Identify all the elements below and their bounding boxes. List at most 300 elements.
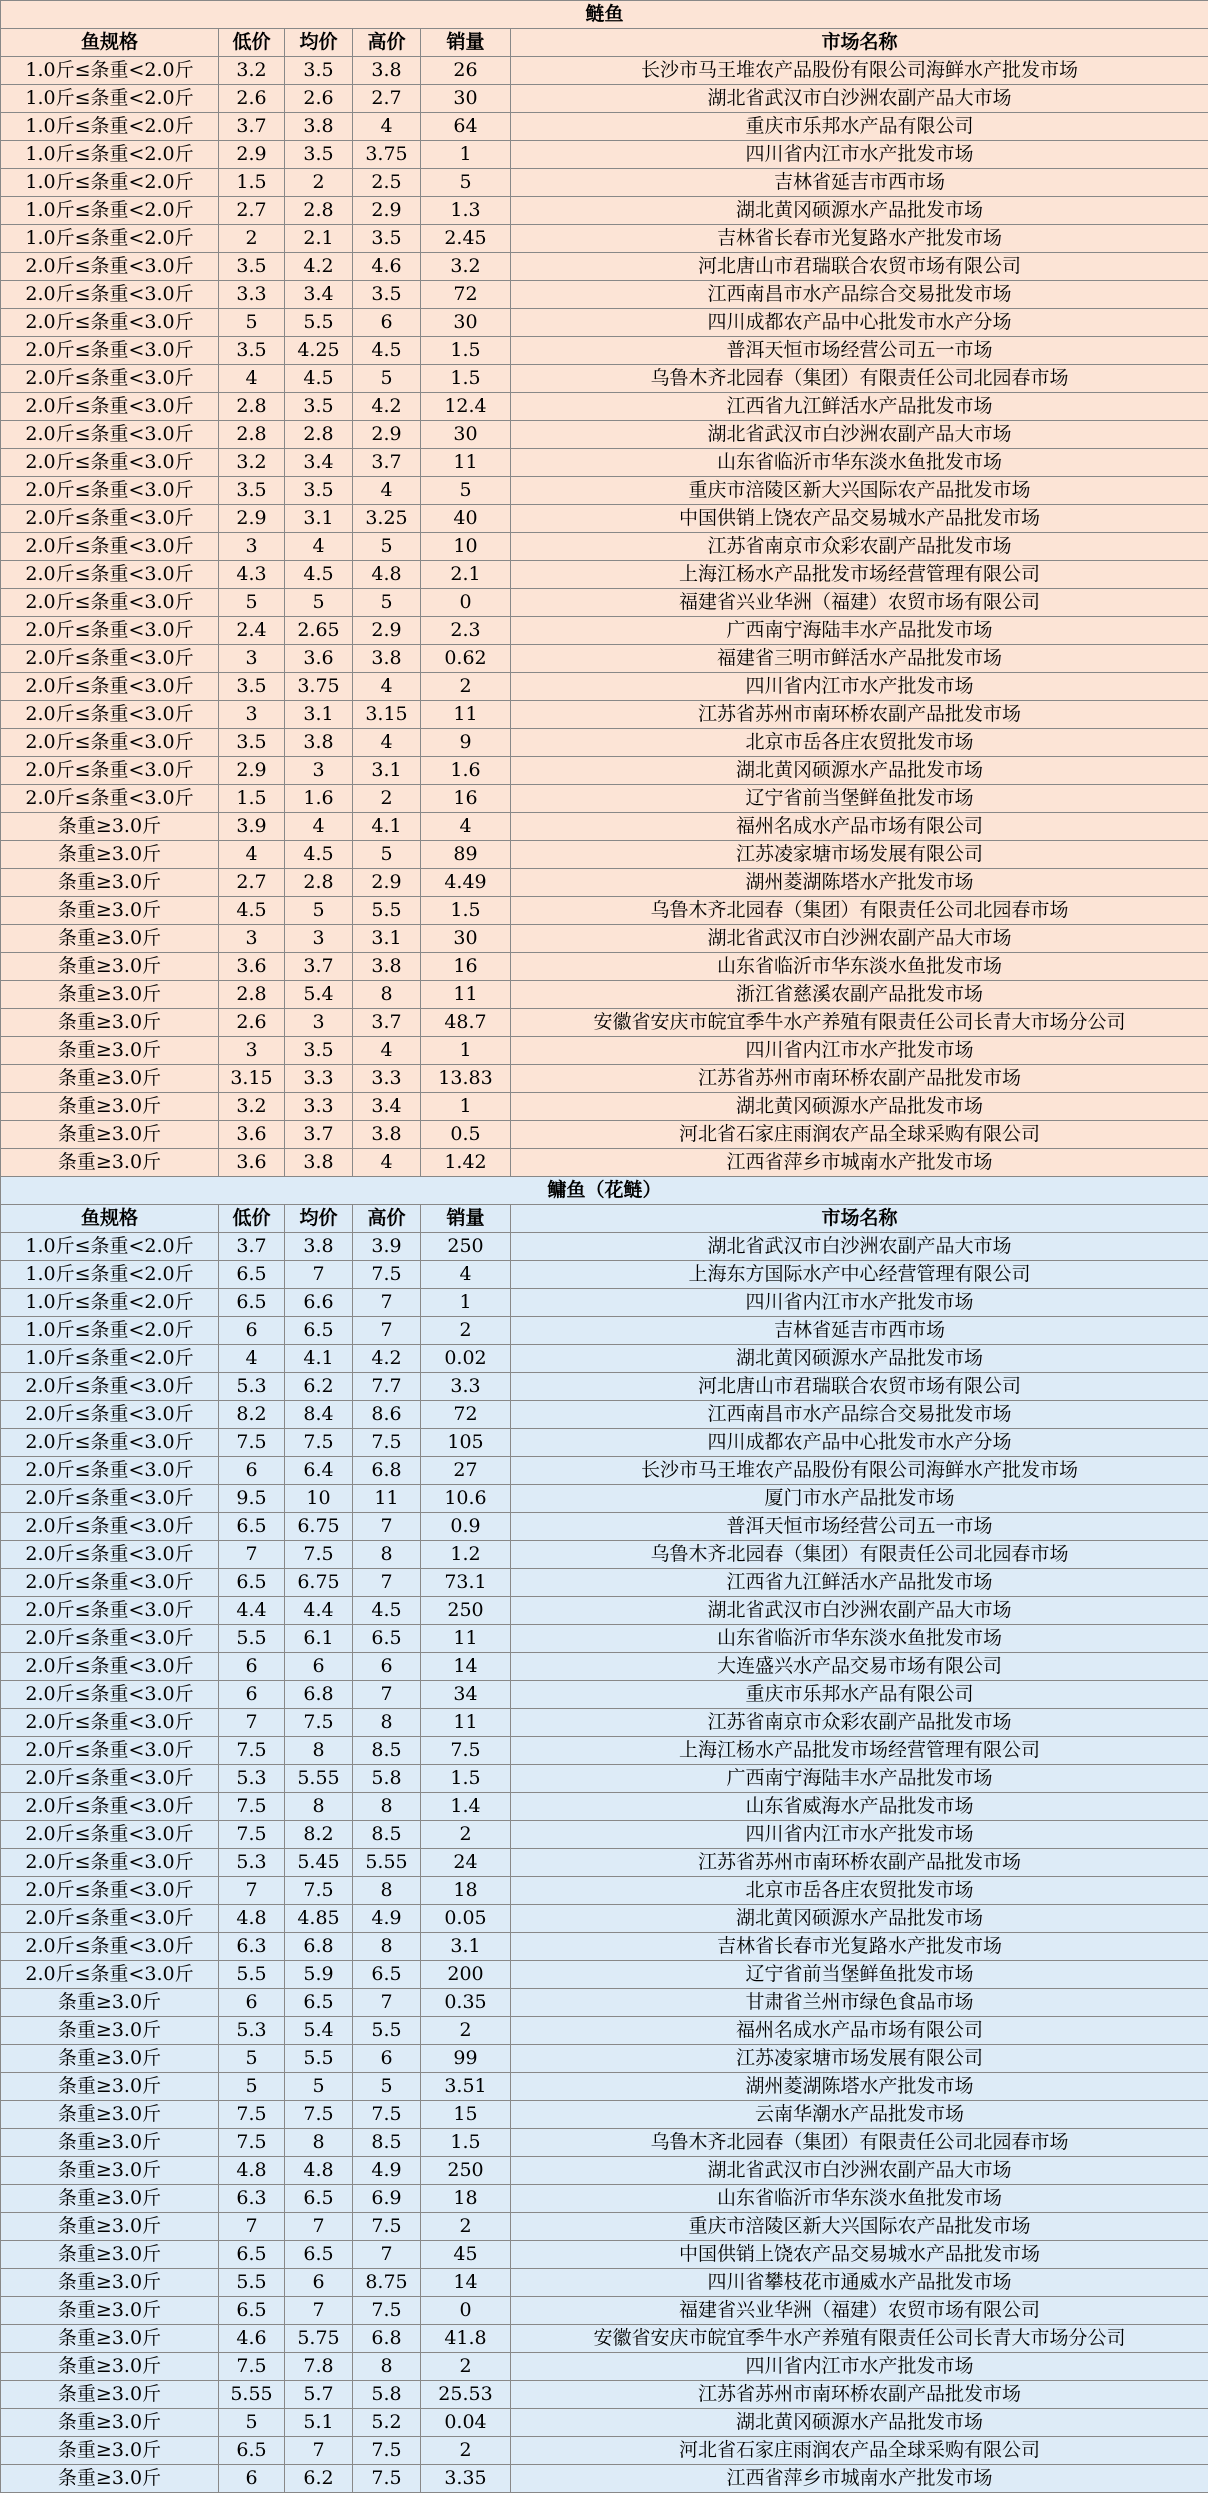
volume-cell: 0.9 bbox=[421, 1513, 511, 1541]
low-price-cell: 3.5 bbox=[219, 337, 285, 365]
table-row bbox=[1, 1653, 1208, 1681]
market-name-cell: 江西南昌市水产品综合交易批发市场 bbox=[511, 281, 1208, 309]
high-price-cell: 2.5 bbox=[353, 169, 421, 197]
table-row bbox=[1, 421, 1208, 449]
spec-cell: 2.0斤≤条重<3.0斤 bbox=[1, 281, 219, 309]
market-name-cell: 乌鲁木齐北园春（集团）有限责任公司北园春市场 bbox=[511, 897, 1208, 925]
high-price-cell: 7.7 bbox=[353, 1373, 421, 1401]
high-price-cell: 3.7 bbox=[353, 449, 421, 477]
high-price-cell: 8.75 bbox=[353, 2269, 421, 2297]
table-row bbox=[1, 1261, 1208, 1289]
avg-price-cell: 3.3 bbox=[285, 1093, 353, 1121]
avg-price-cell: 5 bbox=[285, 897, 353, 925]
high-price-cell: 3.7 bbox=[353, 1009, 421, 1037]
low-price-cell: 4 bbox=[219, 841, 285, 869]
high-price-cell: 4.9 bbox=[353, 2157, 421, 2185]
avg-price-cell: 7 bbox=[285, 2437, 353, 2465]
avg-price-cell: 6.75 bbox=[285, 1513, 353, 1541]
spec-cell: 条重≥3.0斤 bbox=[1, 2297, 219, 2325]
spec-cell: 2.0斤≤条重<3.0斤 bbox=[1, 393, 219, 421]
volume-cell: 3.3 bbox=[421, 1373, 511, 1401]
volume-cell: 16 bbox=[421, 785, 511, 813]
volume-cell: 11 bbox=[421, 449, 511, 477]
low-price-cell: 4.6 bbox=[219, 2325, 285, 2353]
spec-cell: 2.0斤≤条重<3.0斤 bbox=[1, 1513, 219, 1541]
volume-cell: 1.5 bbox=[421, 1765, 511, 1793]
volume-cell: 2 bbox=[421, 2353, 511, 2381]
avg-price-cell: 2.8 bbox=[285, 421, 353, 449]
table-row bbox=[1, 2465, 1208, 2493]
volume-cell: 250 bbox=[421, 1597, 511, 1625]
table-row bbox=[1, 253, 1208, 281]
table-row bbox=[1, 1373, 1208, 1401]
market-name-cell: 福州名成水产品市场有限公司 bbox=[511, 813, 1208, 841]
market-name-cell: 湖北黄冈硕源水产品批发市场 bbox=[511, 1093, 1208, 1121]
low-price-cell: 7 bbox=[219, 2213, 285, 2241]
low-price-cell: 6.5 bbox=[219, 1289, 285, 1317]
avg-price-cell: 8.2 bbox=[285, 1821, 353, 1849]
avg-price-cell: 5.45 bbox=[285, 1849, 353, 1877]
volume-cell: 2 bbox=[421, 1317, 511, 1345]
market-name-cell: 乌鲁木齐北园春（集团）有限责任公司北园春市场 bbox=[511, 2129, 1208, 2157]
volume-cell: 7.5 bbox=[421, 1737, 511, 1765]
spec-cell: 条重≥3.0斤 bbox=[1, 897, 219, 925]
low-price-cell: 6 bbox=[219, 1317, 285, 1345]
avg-price-cell: 5.5 bbox=[285, 2045, 353, 2073]
table-row bbox=[1, 1961, 1208, 1989]
high-price-cell: 7.5 bbox=[353, 2101, 421, 2129]
avg-price-cell: 4.1 bbox=[285, 1345, 353, 1373]
market-name-cell: 中国供销上饶农产品交易城水产品批发市场 bbox=[511, 2241, 1208, 2269]
spec-cell: 条重≥3.0斤 bbox=[1, 1009, 219, 1037]
avg-price-cell: 7 bbox=[285, 2297, 353, 2325]
high-price-cell: 4 bbox=[353, 1037, 421, 1065]
market-name-cell: 北京市岳各庄农贸批发市场 bbox=[511, 1877, 1208, 1905]
market-name-cell: 山东省威海水产品批发市场 bbox=[511, 1793, 1208, 1821]
column-header: 低价 bbox=[219, 29, 285, 57]
spec-cell: 1.0斤≤条重<2.0斤 bbox=[1, 113, 219, 141]
high-price-cell: 5 bbox=[353, 589, 421, 617]
volume-cell: 18 bbox=[421, 1877, 511, 1905]
volume-cell: 3.1 bbox=[421, 1933, 511, 1961]
low-price-cell: 5.5 bbox=[219, 2269, 285, 2297]
low-price-cell: 6.5 bbox=[219, 1569, 285, 1597]
spec-cell: 条重≥3.0斤 bbox=[1, 2381, 219, 2409]
high-price-cell: 3.75 bbox=[353, 141, 421, 169]
low-price-cell: 5 bbox=[219, 2409, 285, 2437]
high-price-cell: 8.5 bbox=[353, 1737, 421, 1765]
market-name-cell: 山东省临沂市华东淡水鱼批发市场 bbox=[511, 2185, 1208, 2213]
volume-cell: 99 bbox=[421, 2045, 511, 2073]
high-price-cell: 7 bbox=[353, 1989, 421, 2017]
table-row bbox=[1, 2297, 1208, 2325]
high-price-cell: 2.7 bbox=[353, 85, 421, 113]
spec-cell: 2.0斤≤条重<3.0斤 bbox=[1, 1373, 219, 1401]
high-price-cell: 4.2 bbox=[353, 393, 421, 421]
avg-price-cell: 7.5 bbox=[285, 1541, 353, 1569]
volume-cell: 1.5 bbox=[421, 897, 511, 925]
volume-cell: 0.62 bbox=[421, 645, 511, 673]
market-name-cell: 福建省兴业华洲（福建）农贸市场有限公司 bbox=[511, 2297, 1208, 2325]
avg-price-cell: 4.8 bbox=[285, 2157, 353, 2185]
market-name-cell: 湖州菱湖陈塔水产批发市场 bbox=[511, 2073, 1208, 2101]
low-price-cell: 6.3 bbox=[219, 1933, 285, 1961]
market-name-cell: 河北省石家庄雨润农产品全球采购有限公司 bbox=[511, 1121, 1208, 1149]
low-price-cell: 5.55 bbox=[219, 2381, 285, 2409]
avg-price-cell: 3.8 bbox=[285, 1233, 353, 1261]
low-price-cell: 2.9 bbox=[219, 505, 285, 533]
table-row bbox=[1, 2381, 1208, 2409]
table-row bbox=[1, 533, 1208, 561]
spec-cell: 2.0斤≤条重<3.0斤 bbox=[1, 1457, 219, 1485]
table-row bbox=[1, 813, 1208, 841]
low-price-cell: 5 bbox=[219, 2045, 285, 2073]
high-price-cell: 3.5 bbox=[353, 281, 421, 309]
volume-cell: 48.7 bbox=[421, 1009, 511, 1037]
low-price-cell: 5.3 bbox=[219, 1373, 285, 1401]
market-name-cell: 安徽省安庆市皖宜季牛水产养殖有限责任公司长青大市场分公司 bbox=[511, 2325, 1208, 2353]
volume-cell: 1 bbox=[421, 1037, 511, 1065]
volume-cell: 0.05 bbox=[421, 1905, 511, 1933]
volume-cell: 18 bbox=[421, 2185, 511, 2213]
high-price-cell: 8 bbox=[353, 1793, 421, 1821]
spec-cell: 条重≥3.0斤 bbox=[1, 2101, 219, 2129]
high-price-cell: 6.8 bbox=[353, 2325, 421, 2353]
market-name-cell: 湖北黄冈硕源水产品批发市场 bbox=[511, 197, 1208, 225]
high-price-cell: 6.5 bbox=[353, 1961, 421, 1989]
avg-price-cell: 6 bbox=[285, 1653, 353, 1681]
high-price-cell: 7 bbox=[353, 1569, 421, 1597]
spec-cell: 2.0斤≤条重<3.0斤 bbox=[1, 1793, 219, 1821]
volume-cell: 30 bbox=[421, 85, 511, 113]
avg-price-cell: 6.5 bbox=[285, 1317, 353, 1345]
spec-cell: 2.0斤≤条重<3.0斤 bbox=[1, 645, 219, 673]
market-name-cell: 普洱天恒市场经营公司五一市场 bbox=[511, 1513, 1208, 1541]
avg-price-cell: 3.7 bbox=[285, 1121, 353, 1149]
avg-price-cell: 3.5 bbox=[285, 393, 353, 421]
market-name-cell: 福建省三明市鲜活水产品批发市场 bbox=[511, 645, 1208, 673]
market-name-cell: 四川省内江市水产批发市场 bbox=[511, 1821, 1208, 1849]
high-price-cell: 3.9 bbox=[353, 1233, 421, 1261]
market-name-cell: 重庆市乐邦水产品有限公司 bbox=[511, 113, 1208, 141]
low-price-cell: 3.7 bbox=[219, 1233, 285, 1261]
spec-cell: 2.0斤≤条重<3.0斤 bbox=[1, 1401, 219, 1429]
spec-cell: 2.0斤≤条重<3.0斤 bbox=[1, 1961, 219, 1989]
low-price-cell: 3.7 bbox=[219, 113, 285, 141]
volume-cell: 1.6 bbox=[421, 757, 511, 785]
volume-cell: 250 bbox=[421, 2157, 511, 2185]
volume-cell: 0.35 bbox=[421, 1989, 511, 2017]
high-price-cell: 4 bbox=[353, 113, 421, 141]
table-row bbox=[1, 645, 1208, 673]
volume-cell: 2.3 bbox=[421, 617, 511, 645]
column-header: 鱼规格 bbox=[1, 1205, 219, 1233]
avg-price-cell: 5.4 bbox=[285, 981, 353, 1009]
high-price-cell: 3.5 bbox=[353, 225, 421, 253]
low-price-cell: 5 bbox=[219, 2073, 285, 2101]
avg-price-cell: 5.1 bbox=[285, 2409, 353, 2437]
table-row bbox=[1, 1877, 1208, 1905]
low-price-cell: 6 bbox=[219, 1457, 285, 1485]
market-name-cell: 乌鲁木齐北园春（集团）有限责任公司北园春市场 bbox=[511, 1541, 1208, 1569]
volume-cell: 2.45 bbox=[421, 225, 511, 253]
table-row bbox=[1, 2045, 1208, 2073]
high-price-cell: 8 bbox=[353, 1877, 421, 1905]
column-header: 高价 bbox=[353, 29, 421, 57]
volume-cell: 41.8 bbox=[421, 2325, 511, 2353]
low-price-cell: 2.6 bbox=[219, 1009, 285, 1037]
avg-price-cell: 2.1 bbox=[285, 225, 353, 253]
high-price-cell: 2.9 bbox=[353, 197, 421, 225]
market-name-cell: 江西省萍乡市城南水产批发市场 bbox=[511, 2465, 1208, 2493]
high-price-cell: 2 bbox=[353, 785, 421, 813]
spec-cell: 条重≥3.0斤 bbox=[1, 1037, 219, 1065]
volume-cell: 3.35 bbox=[421, 2465, 511, 2493]
market-name-cell: 江苏凌家塘市场发展有限公司 bbox=[511, 2045, 1208, 2073]
market-name-cell: 上海东方国际水产中心经营管理有限公司 bbox=[511, 1261, 1208, 1289]
volume-cell: 3.51 bbox=[421, 2073, 511, 2101]
market-name-cell: 大连盛兴水产品交易市场有限公司 bbox=[511, 1653, 1208, 1681]
volume-cell: 10 bbox=[421, 533, 511, 561]
low-price-cell: 3.5 bbox=[219, 673, 285, 701]
low-price-cell: 3.5 bbox=[219, 477, 285, 505]
avg-price-cell: 5.5 bbox=[285, 309, 353, 337]
table-row bbox=[1, 1037, 1208, 1065]
market-name-cell: 四川省内江市水产批发市场 bbox=[511, 1037, 1208, 1065]
market-name-cell: 湖州菱湖陈塔水产批发市场 bbox=[511, 869, 1208, 897]
market-name-cell: 江苏省苏州市南环桥农副产品批发市场 bbox=[511, 1849, 1208, 1877]
spec-cell: 1.0斤≤条重<2.0斤 bbox=[1, 57, 219, 85]
table-row bbox=[1, 505, 1208, 533]
table-row bbox=[1, 113, 1208, 141]
avg-price-cell: 1.6 bbox=[285, 785, 353, 813]
high-price-cell: 6.9 bbox=[353, 2185, 421, 2213]
high-price-cell: 2.9 bbox=[353, 869, 421, 897]
table-row bbox=[1, 1569, 1208, 1597]
spec-cell: 条重≥3.0斤 bbox=[1, 813, 219, 841]
spec-cell: 1.0斤≤条重<2.0斤 bbox=[1, 1317, 219, 1345]
market-name-cell: 辽宁省前当堡鲜鱼批发市场 bbox=[511, 785, 1208, 813]
spec-cell: 条重≥3.0斤 bbox=[1, 2129, 219, 2157]
high-price-cell: 3.3 bbox=[353, 1065, 421, 1093]
spec-cell: 2.0斤≤条重<3.0斤 bbox=[1, 1653, 219, 1681]
low-price-cell: 5.5 bbox=[219, 1625, 285, 1653]
high-price-cell: 3.1 bbox=[353, 925, 421, 953]
avg-price-cell: 3.4 bbox=[285, 281, 353, 309]
spec-cell: 2.0斤≤条重<3.0斤 bbox=[1, 1429, 219, 1457]
market-name-cell: 江苏省南京市众彩农副产品批发市场 bbox=[511, 533, 1208, 561]
high-price-cell: 3.8 bbox=[353, 953, 421, 981]
avg-price-cell: 4 bbox=[285, 813, 353, 841]
table-row bbox=[1, 477, 1208, 505]
low-price-cell: 2.6 bbox=[219, 85, 285, 113]
avg-price-cell: 8 bbox=[285, 1793, 353, 1821]
spec-cell: 2.0斤≤条重<3.0斤 bbox=[1, 1933, 219, 1961]
column-header: 销量 bbox=[421, 29, 511, 57]
low-price-cell: 3 bbox=[219, 701, 285, 729]
high-price-cell: 6.5 bbox=[353, 1625, 421, 1653]
spec-cell: 条重≥3.0斤 bbox=[1, 2241, 219, 2269]
low-price-cell: 7 bbox=[219, 1709, 285, 1737]
table-row bbox=[1, 1933, 1208, 1961]
low-price-cell: 6.5 bbox=[219, 1261, 285, 1289]
table-row bbox=[1, 2185, 1208, 2213]
market-name-cell: 广西南宁海陆丰水产品批发市场 bbox=[511, 617, 1208, 645]
spec-cell: 2.0斤≤条重<3.0斤 bbox=[1, 309, 219, 337]
avg-price-cell: 6.1 bbox=[285, 1625, 353, 1653]
low-price-cell: 5.3 bbox=[219, 2017, 285, 2045]
spec-cell: 1.0斤≤条重<2.0斤 bbox=[1, 1345, 219, 1373]
spec-cell: 2.0斤≤条重<3.0斤 bbox=[1, 1905, 219, 1933]
spec-cell: 条重≥3.0斤 bbox=[1, 2465, 219, 2493]
table-row bbox=[1, 1765, 1208, 1793]
high-price-cell: 5.55 bbox=[353, 1849, 421, 1877]
market-name-cell: 安徽省安庆市皖宜季牛水产养殖有限责任公司长青大市场分公司 bbox=[511, 1009, 1208, 1037]
column-header: 高价 bbox=[353, 1205, 421, 1233]
volume-cell: 73.1 bbox=[421, 1569, 511, 1597]
table-row bbox=[1, 785, 1208, 813]
avg-price-cell: 5 bbox=[285, 589, 353, 617]
table-row bbox=[1, 1429, 1208, 1457]
market-name-cell: 长沙市马王堆农产品股份有限公司海鲜水产批发市场 bbox=[511, 1457, 1208, 1485]
table-row bbox=[1, 2241, 1208, 2269]
market-name-cell: 江苏省苏州市南环桥农副产品批发市场 bbox=[511, 2381, 1208, 2409]
volume-cell: 250 bbox=[421, 1233, 511, 1261]
avg-price-cell: 4.85 bbox=[285, 1905, 353, 1933]
table-row bbox=[1, 1345, 1208, 1373]
avg-price-cell: 3.6 bbox=[285, 645, 353, 673]
market-name-cell: 四川省内江市水产批发市场 bbox=[511, 2353, 1208, 2381]
table-row bbox=[1, 2269, 1208, 2297]
avg-price-cell: 3.5 bbox=[285, 141, 353, 169]
table-row bbox=[1, 85, 1208, 113]
low-price-cell: 7.5 bbox=[219, 1821, 285, 1849]
high-price-cell: 7.5 bbox=[353, 2213, 421, 2241]
volume-cell: 14 bbox=[421, 1653, 511, 1681]
market-name-cell: 广西南宁海陆丰水产品批发市场 bbox=[511, 1765, 1208, 1793]
table-row bbox=[1, 1905, 1208, 1933]
market-name-cell: 湖北黄冈硕源水产品批发市场 bbox=[511, 1345, 1208, 1373]
high-price-cell: 6 bbox=[353, 2045, 421, 2073]
avg-price-cell: 5.9 bbox=[285, 1961, 353, 1989]
column-header-row bbox=[1, 1205, 1208, 1233]
table-row bbox=[1, 225, 1208, 253]
table-row bbox=[1, 701, 1208, 729]
spec-cell: 条重≥3.0斤 bbox=[1, 981, 219, 1009]
high-price-cell: 7.5 bbox=[353, 1429, 421, 1457]
table-row bbox=[1, 2409, 1208, 2437]
market-name-cell: 江西省九江鲜活水产品批发市场 bbox=[511, 393, 1208, 421]
high-price-cell: 8.5 bbox=[353, 2129, 421, 2157]
column-header-row bbox=[1, 29, 1208, 57]
volume-cell: 0.04 bbox=[421, 2409, 511, 2437]
avg-price-cell: 6.4 bbox=[285, 1457, 353, 1485]
avg-price-cell: 4.5 bbox=[285, 841, 353, 869]
spec-cell: 2.0斤≤条重<3.0斤 bbox=[1, 1821, 219, 1849]
column-header: 市场名称 bbox=[511, 29, 1208, 57]
market-name-cell: 北京市岳各庄农贸批发市场 bbox=[511, 729, 1208, 757]
high-price-cell: 7 bbox=[353, 2241, 421, 2269]
low-price-cell: 4 bbox=[219, 1345, 285, 1373]
volume-cell: 72 bbox=[421, 281, 511, 309]
volume-cell: 64 bbox=[421, 113, 511, 141]
avg-price-cell: 8 bbox=[285, 1737, 353, 1765]
volume-cell: 4 bbox=[421, 813, 511, 841]
section-title: 鳙鱼（花鲢） bbox=[1, 1177, 1208, 1205]
table-row bbox=[1, 1989, 1208, 2017]
table-row bbox=[1, 841, 1208, 869]
high-price-cell: 4.5 bbox=[353, 1597, 421, 1625]
market-name-cell: 江西南昌市水产品综合交易批发市场 bbox=[511, 1401, 1208, 1429]
table-row bbox=[1, 141, 1208, 169]
table-row bbox=[1, 2437, 1208, 2465]
avg-price-cell: 3.8 bbox=[285, 1149, 353, 1177]
avg-price-cell: 4 bbox=[285, 533, 353, 561]
avg-price-cell: 3.3 bbox=[285, 1065, 353, 1093]
high-price-cell: 4 bbox=[353, 1149, 421, 1177]
spec-cell: 2.0斤≤条重<3.0斤 bbox=[1, 421, 219, 449]
spec-cell: 条重≥3.0斤 bbox=[1, 2017, 219, 2045]
high-price-cell: 5.5 bbox=[353, 2017, 421, 2045]
volume-cell: 12.4 bbox=[421, 393, 511, 421]
high-price-cell: 8 bbox=[353, 981, 421, 1009]
table-row bbox=[1, 869, 1208, 897]
low-price-cell: 6.5 bbox=[219, 2297, 285, 2325]
avg-price-cell: 3 bbox=[285, 1009, 353, 1037]
table-row bbox=[1, 365, 1208, 393]
spec-cell: 2.0斤≤条重<3.0斤 bbox=[1, 477, 219, 505]
high-price-cell: 3.4 bbox=[353, 1093, 421, 1121]
low-price-cell: 3.6 bbox=[219, 1149, 285, 1177]
high-price-cell: 3.8 bbox=[353, 57, 421, 85]
volume-cell: 1 bbox=[421, 1093, 511, 1121]
spec-cell: 2.0斤≤条重<3.0斤 bbox=[1, 1625, 219, 1653]
avg-price-cell: 5.55 bbox=[285, 1765, 353, 1793]
table-row bbox=[1, 953, 1208, 981]
table-row bbox=[1, 1681, 1208, 1709]
market-name-cell: 辽宁省前当堡鲜鱼批发市场 bbox=[511, 1961, 1208, 1989]
spec-cell: 1.0斤≤条重<2.0斤 bbox=[1, 197, 219, 225]
table-row bbox=[1, 1597, 1208, 1625]
volume-cell: 2 bbox=[421, 673, 511, 701]
low-price-cell: 1.5 bbox=[219, 785, 285, 813]
market-name-cell: 河北省石家庄雨润农产品全球采购有限公司 bbox=[511, 2437, 1208, 2465]
table-row bbox=[1, 2073, 1208, 2101]
spec-cell: 条重≥3.0斤 bbox=[1, 2409, 219, 2437]
table-row bbox=[1, 1485, 1208, 1513]
avg-price-cell: 5 bbox=[285, 2073, 353, 2101]
section-title-row bbox=[1, 1177, 1208, 1205]
avg-price-cell: 6.8 bbox=[285, 1933, 353, 1961]
volume-cell: 2 bbox=[421, 2017, 511, 2045]
low-price-cell: 2.7 bbox=[219, 197, 285, 225]
low-price-cell: 3.5 bbox=[219, 729, 285, 757]
market-name-cell: 厦门市水产品批发市场 bbox=[511, 1485, 1208, 1513]
high-price-cell: 5.5 bbox=[353, 897, 421, 925]
price-table-body bbox=[1, 1, 1208, 2493]
table-row bbox=[1, 561, 1208, 589]
high-price-cell: 5 bbox=[353, 841, 421, 869]
volume-cell: 0.5 bbox=[421, 1121, 511, 1149]
spec-cell: 1.0斤≤条重<2.0斤 bbox=[1, 85, 219, 113]
volume-cell: 1.5 bbox=[421, 337, 511, 365]
table-row bbox=[1, 1317, 1208, 1345]
spec-cell: 2.0斤≤条重<3.0斤 bbox=[1, 1765, 219, 1793]
column-header: 鱼规格 bbox=[1, 29, 219, 57]
high-price-cell: 5.8 bbox=[353, 2381, 421, 2409]
market-name-cell: 吉林省延吉市西市场 bbox=[511, 1317, 1208, 1345]
avg-price-cell: 3.1 bbox=[285, 701, 353, 729]
